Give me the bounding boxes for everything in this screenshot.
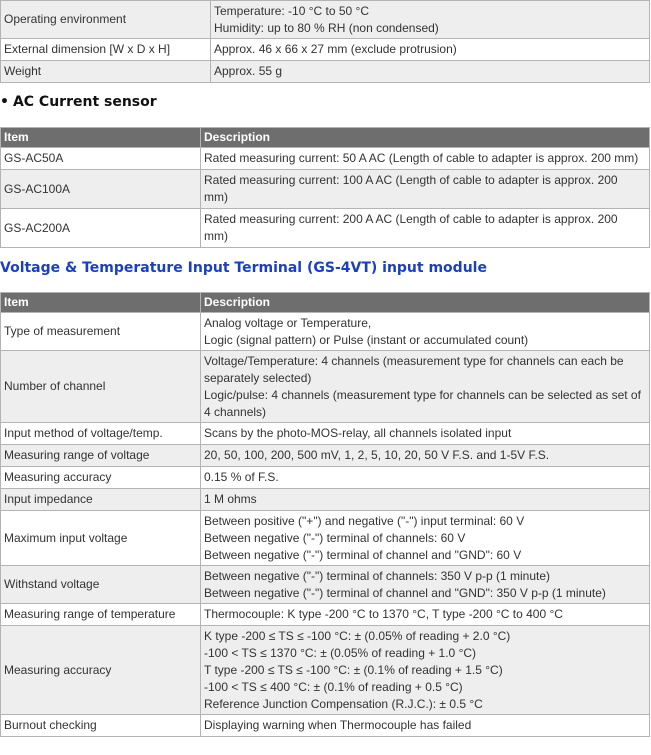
description-line: -100 < TS ≤ 400 °C: ± (0.1% of reading + 0.5 °C): [204, 679, 463, 694]
description-line: Between positive ("+") and negative ("-") input terminal: 60 V: [204, 513, 525, 528]
description-line: K type -200 ≤ TS ≤ -100 °C: ± (0.05% of reading + 2.0 °C): [204, 628, 511, 643]
item-cell: Type of measurement: [1, 313, 201, 351]
table-row: [1, 489, 650, 511]
ac-sensor-table: [0, 127, 650, 248]
description-line: Rated measuring current: 100 A AC (Length of cable to adapter is approx. 200: [204, 173, 618, 187]
table-row: [1, 511, 650, 566]
description-cell: [201, 423, 650, 445]
table-row: [1, 170, 650, 209]
description-cell: [201, 209, 650, 248]
description-line: Reference Junction Compensation (R.J.C.): ± 0.5 °C: [204, 696, 483, 711]
ac-sensor-title: AC Current sensor: [12, 94, 157, 110]
description-line: 1 M ohms: [204, 492, 257, 506]
table-row: [1, 351, 650, 423]
description-line: Logic/pulse: 4 channels (measurement type for channels can be selected as set of: [204, 387, 641, 402]
environment-spec-table: [0, 0, 650, 83]
item-cell: Operating environment: [1, 1, 211, 39]
item-cell: External dimension [W x D x H]: [1, 39, 211, 61]
description-line: Rated measuring current: 50 A AC (Length of cable to adapter is approx. 200 mm): [204, 151, 639, 165]
description-line: mm): [204, 190, 228, 204]
item-cell: Number of channel: [1, 351, 201, 423]
description-line: Between negative ("-") terminal of channels: 60 V: [204, 530, 466, 545]
table-row: [1, 148, 650, 170]
description-cell: [201, 511, 650, 566]
table-row: [1, 209, 650, 248]
description-cell: [201, 467, 650, 489]
column-header-item: Item: [1, 128, 201, 148]
item-cell: Maximum input voltage: [1, 511, 201, 566]
table-row: [1, 467, 650, 489]
ac-sensor-heading: [0, 83, 651, 127]
column-header-description: Description: [201, 293, 650, 313]
item-cell: Weight: [1, 61, 211, 83]
description-line: Thermocouple: K type -200 °C to 1370 °C, T type -200 °C to 400 °C: [204, 607, 563, 621]
description-cell: [211, 39, 650, 61]
description-line: Approx. 55 g: [214, 64, 283, 78]
item-cell: Withstand voltage: [1, 566, 201, 604]
table-row: [1, 313, 650, 351]
description-line: Rated measuring current: 200 A AC (Length of cable to adapter is approx. 200: [204, 212, 618, 226]
table-row: [1, 39, 650, 61]
table-header-row: [1, 293, 650, 313]
description-cell: [211, 1, 650, 39]
description-line: Between negative ("-") terminal of channel and "GND": 350 V p-p (1 minute): [204, 585, 606, 600]
description-line: Between negative ("-") terminal of channels: 350 V p-p (1 minute): [204, 568, 551, 583]
vt-module-heading: Voltage & Temperature Input Terminal (GS-4VT) input module: [0, 260, 487, 276]
vt-module-table: [0, 292, 650, 737]
description-line: Voltage/Temperature: 4 channels (measurement type for channels can each be: [204, 353, 624, 368]
item-cell: GS-AC50A: [1, 148, 201, 170]
column-header-item: Item: [1, 293, 201, 313]
description-cell: [201, 604, 650, 626]
table-row: [1, 423, 650, 445]
description-line: 20, 50, 100, 200, 500 mV, 1, 2, 5, 10, 20, 50 V F.S. and 1-5V F.S.: [204, 448, 550, 462]
description-cell: [211, 61, 650, 83]
column-header-description: Description: [201, 128, 650, 148]
description-cell: [201, 445, 650, 467]
description-cell: [201, 626, 650, 715]
description-cell: [201, 170, 650, 209]
table-header-row: [1, 128, 650, 148]
description-line: mm): [204, 229, 228, 243]
description-cell: [201, 313, 650, 351]
description-line: 4 channels): [204, 404, 267, 419]
description-line: Temperature: -10 °C to 50 °C: [214, 3, 369, 18]
item-cell: Burnout checking: [1, 715, 201, 737]
table-row: [1, 1, 650, 39]
description-line: -100 < TS ≤ 1370 °C: ± (0.05% of reading + 1.0 °C): [204, 645, 477, 660]
description-cell: [201, 148, 650, 170]
description-cell: [201, 566, 650, 604]
description-line: 0.15 % of F.S.: [204, 470, 279, 484]
table-row: [1, 61, 650, 83]
table-row: [1, 626, 650, 715]
item-cell: Input impedance: [1, 489, 201, 511]
table-row: [1, 566, 650, 604]
description-line: Logic (signal pattern) or Pulse (instant or accumulated count): [204, 332, 529, 347]
description-line: Approx. 46 x 66 x 27 mm (exclude protrusion): [214, 42, 457, 56]
item-cell: GS-AC200A: [1, 209, 201, 248]
description-cell: [201, 489, 650, 511]
description-cell: [201, 715, 650, 737]
description-line: Scans by the photo-MOS-relay, all channels isolated input: [204, 426, 512, 440]
item-cell: GS-AC100A: [1, 170, 201, 209]
table-row: [1, 715, 650, 737]
description-line: Analog voltage or Temperature,: [204, 315, 372, 330]
bullet-icon: •: [0, 94, 9, 110]
item-cell: Measuring accuracy: [1, 467, 201, 489]
item-cell: Measuring accuracy: [1, 626, 201, 715]
description-line: T type -200 ≤ TS ≤ -100 °C: ± (0.1% of reading + 1.5 °C): [204, 662, 503, 677]
item-cell: Input method of voltage/temp.: [1, 423, 201, 445]
description-line: Between negative ("-") terminal of channel and "GND": 60 V: [204, 547, 522, 562]
description-cell: [201, 351, 650, 423]
table-row: [1, 445, 650, 467]
item-cell: Measuring range of voltage: [1, 445, 201, 467]
item-cell: Measuring range of temperature: [1, 604, 201, 626]
description-line: separately selected): [204, 370, 312, 385]
description-line: Humidity: up to 80 % RH (non condensed): [214, 20, 439, 35]
table-row: [1, 604, 650, 626]
description-line: Displaying warning when Thermocouple has failed: [204, 718, 472, 732]
